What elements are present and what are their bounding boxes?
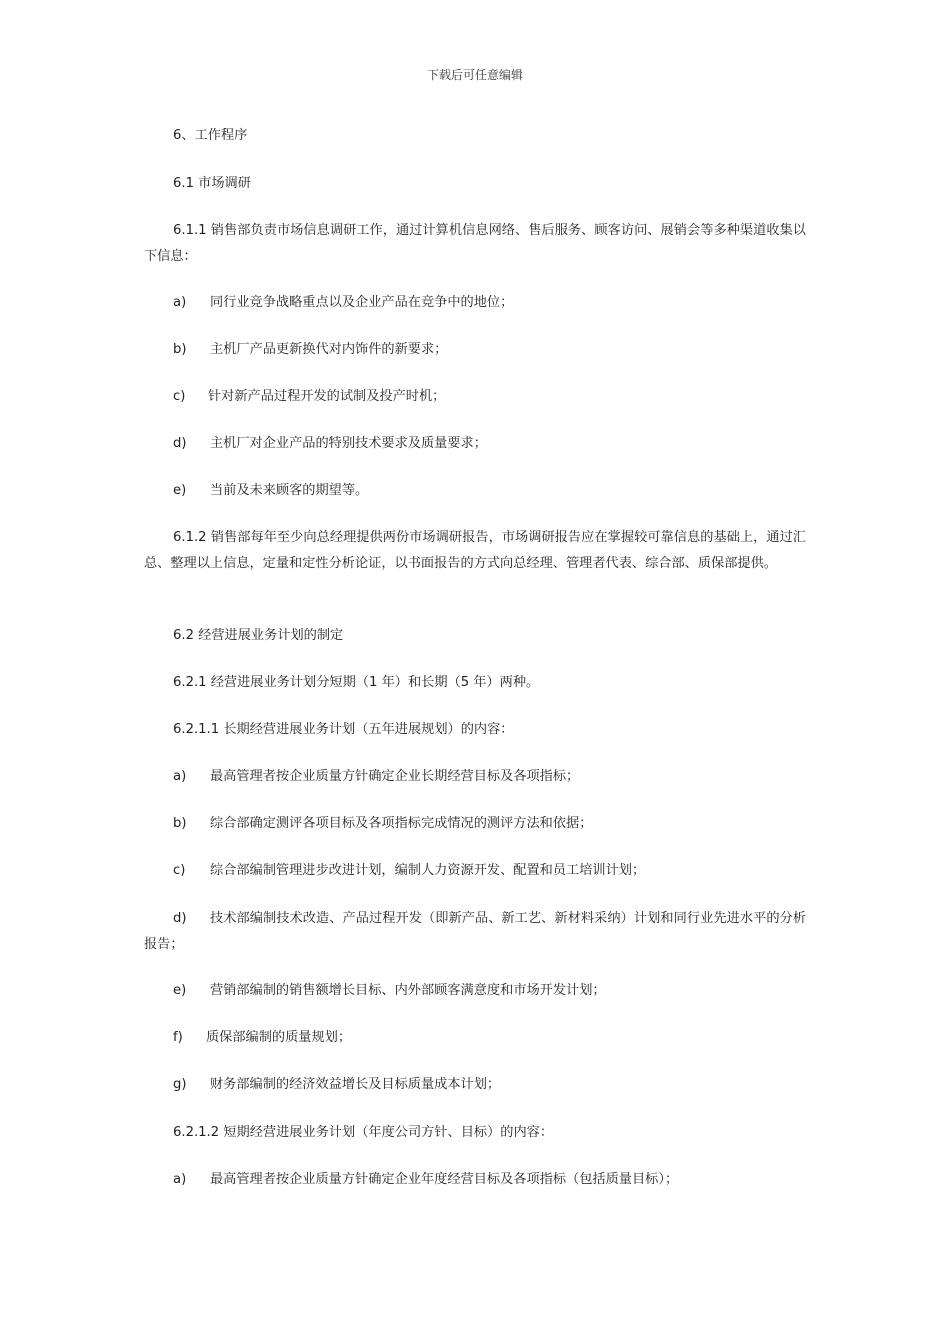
list-marker: b): [173, 342, 187, 357]
list-marker: d): [173, 911, 187, 926]
section-heading-6-1: 6.1 市场调研: [173, 176, 251, 191]
list-text: 最高管理者按企业质量方针确定企业长期经营目标及各项指标；: [210, 769, 580, 784]
list-text: 营销部编制的销售额增长目标、内外部顾客满意度和市场开发计划；: [210, 983, 606, 998]
list-item: [173, 858, 806, 884]
list-marker: g): [173, 1077, 187, 1092]
list-text: 同行业竞争战略重点以及企业产品在竞争中的地位；: [210, 295, 514, 310]
list-marker: a): [173, 1172, 187, 1187]
list-text: 质保部编制的质量规划；: [206, 1030, 352, 1045]
list-marker: c): [173, 389, 186, 404]
list-item: [173, 290, 806, 316]
paragraph-6-2-1: 6.2.1 经营进展业务计划分短期（1 年）和长期（5 年）两种。: [173, 675, 540, 690]
list-item: [173, 811, 806, 837]
list-item: [173, 431, 806, 457]
list-item: [173, 1025, 806, 1051]
list-item: [173, 978, 806, 1004]
list-marker: c): [173, 863, 186, 878]
list-text: 主机厂对企业产品的特别技术要求及质量要求；: [210, 436, 487, 451]
list-text: 综合部确定测评各项目标及各项指标完成情况的测评方法和依据；: [210, 816, 593, 831]
paragraph-6-1-2: 6.1.2 销售部每年至少向总经理提供两份市场调研报告，市场调研报告应在掌握较可靠信息的基础上，通过汇总、整理以上信息，定量和定性分析论证，以书面报告的方式向总经理、管理者代表、综合部、质保部提供。: [144, 530, 806, 571]
list-text: 当前及未来顾客的期望等。: [210, 483, 369, 498]
list-marker: d): [173, 436, 187, 451]
list-item: [173, 1072, 806, 1098]
list-marker: e): [173, 483, 187, 498]
list-item: [173, 384, 806, 410]
list-item: [173, 337, 806, 363]
list-item: [173, 1167, 806, 1193]
list-text: 针对新产品过程开发的试制及投产时机；: [208, 389, 446, 404]
list-marker: f): [173, 1030, 183, 1045]
page-header: 下载后可任意编辑: [426, 68, 523, 82]
list-item: [173, 764, 806, 790]
paragraph-6-2-1-2: 6.2.1.2 短期经营进展业务计划（年度公司方针、目标）的内容：: [173, 1125, 554, 1140]
list-text: 综合部编制管理进步改进计划，编制人力资源开发、配置和员工培训计划；: [210, 863, 646, 878]
list-marker: e): [173, 983, 187, 998]
paragraph-6-2-1-1: 6.2.1.1 长期经营进展业务计划（五年进展规划）的内容：: [173, 722, 514, 737]
section-heading-6-2: 6.2 经营进展业务计划的制定: [173, 628, 344, 643]
list-text: 主机厂产品更新换代对内饰件的新要求；: [210, 342, 448, 357]
paragraph-6-1-1: 6.1.1 销售部负责市场信息调研工作，通过计算机信息网络、售后服务、顾客访问、展销会等多种渠道收集以下信息：: [144, 223, 806, 264]
list-marker: a): [173, 295, 187, 310]
list-marker: a): [173, 769, 187, 784]
list-text: 财务部编制的经济效益增长及目标质量成本计划；: [210, 1077, 501, 1092]
list-item: [144, 906, 806, 958]
list-text: 技术部编制技术改造、产品过程开发（即新产品、新工艺、新材料采纳）计划和同行业先进水平的分析报告；: [144, 911, 806, 952]
list-text: 最高管理者按企业质量方针确定企业年度经营目标及各项指标（包括质量目标）；: [210, 1172, 679, 1187]
section-heading-6: 6、工作程序: [173, 128, 248, 143]
list-item: [173, 478, 806, 504]
list-marker: b): [173, 816, 187, 831]
